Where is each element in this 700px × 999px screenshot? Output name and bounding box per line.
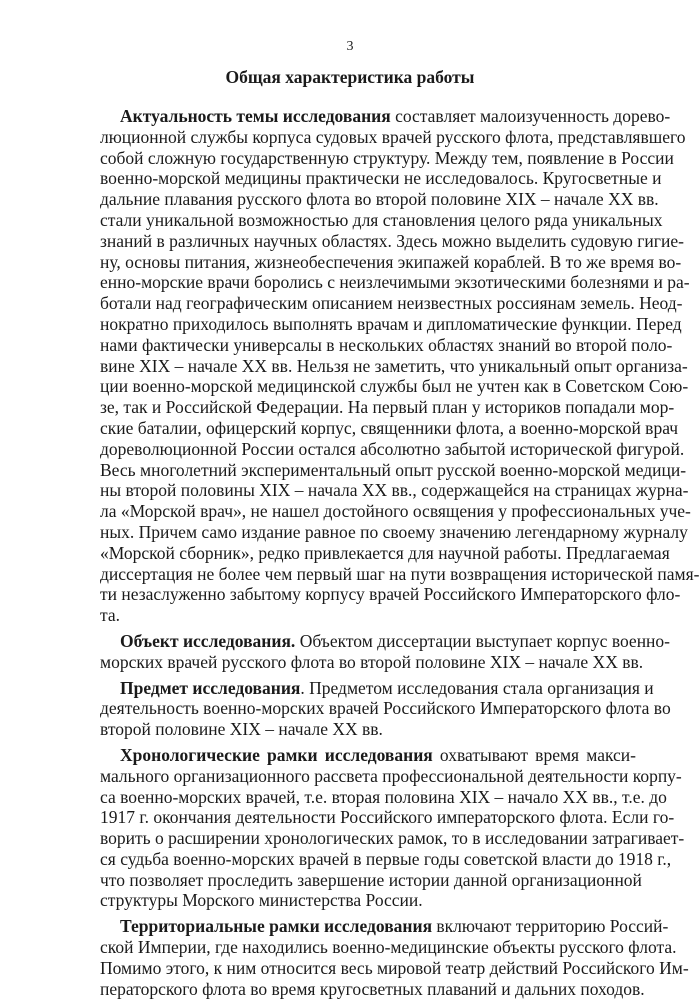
text-line xyxy=(100,501,691,522)
text-line xyxy=(100,807,675,828)
line-text: зе, так и Российской Федерации. На первый план у историков попадали мор- xyxy=(100,397,675,418)
paragraph xyxy=(100,916,689,999)
line-text: охватывают время макси- xyxy=(432,744,636,765)
text-line xyxy=(100,459,687,481)
text-line xyxy=(100,376,689,397)
text-line xyxy=(100,765,682,787)
text-line xyxy=(100,106,671,127)
text-line xyxy=(100,719,636,740)
line-text: ти незаслуженно забытому корпусу врачей Российского Императорского фло- xyxy=(100,584,681,605)
text-line xyxy=(100,147,674,169)
line-text: дореволюционной России остался абсолютно забытой исторической фигурой. xyxy=(100,438,685,459)
line-text: ворить о расширении хронологических рамок, то в исследовании затрагивает- xyxy=(100,828,685,849)
line-text: Объектом диссертации выступает корпус военно- xyxy=(295,630,670,651)
text-line xyxy=(100,957,689,979)
paragraph-lead: Объект исследования. xyxy=(120,630,296,651)
line-text: . Предметом исследования стала организация и xyxy=(300,677,654,698)
paragraph xyxy=(100,677,671,740)
text-line xyxy=(100,397,675,418)
line-text: военно-морской медицины практически не исследовалось. Кругосветные и xyxy=(100,168,662,189)
line-text: нократно приходилось выполнять врачам и дипломатические функции. Перед xyxy=(100,313,682,334)
paragraph-lead: Актуальность темы исследования xyxy=(120,106,391,126)
text-line xyxy=(100,916,669,937)
line-text: мального организационного рассвета профессиональной деятельности корпу- xyxy=(100,765,682,786)
paragraph xyxy=(100,630,670,673)
line-text: составляет малоизученность дорево- xyxy=(390,106,671,126)
text-line xyxy=(100,209,663,231)
line-text: второй половине XIX – начале XX вв. xyxy=(100,719,383,740)
text-line xyxy=(100,848,672,870)
line-text: енно-морские врачи боролись с неизлечимыми экзотическими болезнями и ра- xyxy=(100,272,690,293)
text-line xyxy=(100,828,685,849)
paragraph-lead: Территориальные рамки исследования xyxy=(120,916,433,937)
line-text: ны второй половины XIX – начала XX вв., содержащейся на страницах журна- xyxy=(100,480,689,501)
document-body xyxy=(100,106,700,999)
text-line xyxy=(100,890,636,911)
section-title: Общая характеристика работы xyxy=(225,67,475,87)
text-line xyxy=(100,978,645,999)
line-text: ну, основы питания, жизнеобеспечения экипажей кораблей. В то же время во- xyxy=(100,251,682,272)
line-text: диссертация не более чем первый шаг на пути возвращения исторической памя- xyxy=(100,563,700,584)
line-text: ператорского флота во время кругосветных плаваний и дальних походов. xyxy=(100,978,645,999)
line-text: ботали над географическим описанием неизвестных россиянам земель. Неод- xyxy=(100,293,683,314)
line-text: стали уникальной возможностью для становления целого ряда уникальных xyxy=(100,209,663,230)
text-line xyxy=(100,313,682,335)
line-text: та. xyxy=(100,605,121,626)
line-text: включают территорию Россий- xyxy=(432,916,669,937)
text-line xyxy=(100,251,682,273)
text-line xyxy=(100,605,636,626)
line-text: морских врачей русского флота во второй половине XIX – начале XX вв. xyxy=(100,651,644,672)
line-text: са военно-морских врачей, т.е. вторая половина XIX – начало XX вв., т.е. до xyxy=(100,786,667,807)
text-line xyxy=(100,677,654,699)
text-line xyxy=(100,334,673,356)
line-text: люционной службы корпуса судовых врачей русского флота, представлявшего xyxy=(100,126,686,147)
text-line xyxy=(100,521,688,543)
text-line xyxy=(100,417,679,439)
line-text: ской Империи, где находились военно-медицинские объекты русского флота. xyxy=(100,937,677,958)
text-line xyxy=(100,630,670,652)
text-line xyxy=(100,272,690,293)
text-line xyxy=(100,189,659,210)
line-text: ных. Причем само издание равное по своему значению легендарному журналу xyxy=(100,521,688,542)
text-line xyxy=(100,438,685,460)
line-text: что позволяет проследить завершение истории данной организационной xyxy=(100,869,642,890)
line-text: Весь многолетний экспериментальный опыт русской военно-морской медици- xyxy=(100,459,687,480)
text-line xyxy=(100,293,683,314)
line-text: ла «Морской врач», не нашел достойного освящения у профессиональных уче- xyxy=(100,501,691,522)
paragraph-lead: Предмет исследования xyxy=(120,677,301,698)
line-text: знаний в различных научных областях. Здесь можно выделить судовую гигие- xyxy=(100,230,684,251)
paragraph xyxy=(100,744,685,911)
text-line xyxy=(100,168,662,189)
page-number: 3 xyxy=(346,39,354,54)
line-text: дальние плавания русского флота во второй половине XIX – начале XX вв. xyxy=(100,189,659,210)
line-text: ские баталии, офицерский корпус, священники флота, а военно-морской врач xyxy=(100,417,679,438)
text-line xyxy=(100,542,670,564)
text-line xyxy=(100,869,642,891)
text-line xyxy=(100,126,686,148)
line-text: ся судьба военно-морских врачей в первые годы советской власти до 1918 г., xyxy=(100,848,672,869)
paragraph xyxy=(100,106,700,626)
paragraph-lead: Хронологические рамки исследования xyxy=(120,744,433,765)
text-line xyxy=(100,651,644,673)
line-text: ции военно-морской медицинской службы был не учтен как в Советском Сою- xyxy=(100,376,689,397)
line-text: деятельность военно-морских врачей Российского Императорского флота во xyxy=(100,698,671,719)
text-line xyxy=(100,745,636,766)
text-line xyxy=(100,937,677,958)
line-text: вине XIX – начале XX вв. Нельзя не заметить, что уникальный опыт организа- xyxy=(100,355,688,376)
line-text: собой сложную государственную структуру. Между тем, появление в России xyxy=(100,147,674,168)
line-text: 1917 г. окончания деятельности Российского императорского флота. Если го- xyxy=(100,807,675,828)
line-text: структуры Морского министерства России. xyxy=(100,890,423,911)
text-line xyxy=(100,563,700,585)
text-line xyxy=(100,355,688,377)
text-line xyxy=(100,584,681,605)
line-text: нами фактически универсалы в нескольких областях знаний во второй поло- xyxy=(100,334,673,355)
text-line xyxy=(100,698,671,719)
line-text: Помимо этого, к ним относится весь мировой театр действий Российского Им- xyxy=(100,957,689,978)
line-text: «Морской сборник», редко привлекается для научной работы. Предлагаемая xyxy=(100,542,670,563)
text-line xyxy=(100,230,684,252)
text-line xyxy=(100,480,689,501)
text-line xyxy=(100,786,667,808)
